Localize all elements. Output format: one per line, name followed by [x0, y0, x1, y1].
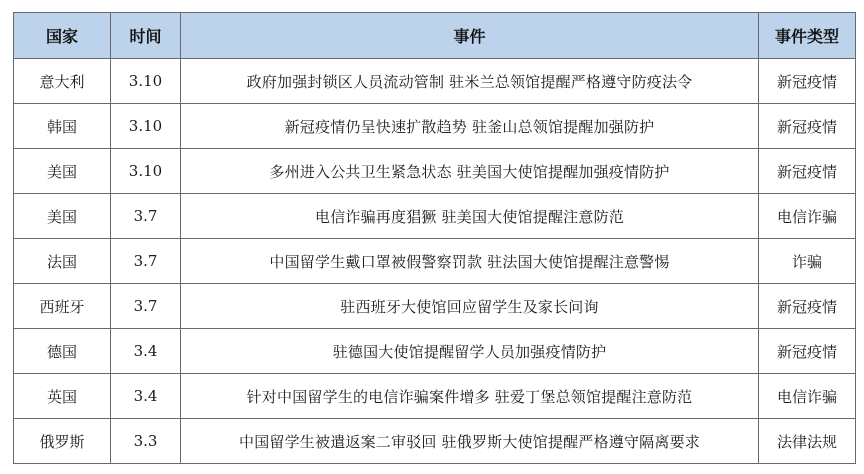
header-type: 事件类型 — [759, 13, 856, 59]
cell-country: 英国 — [14, 374, 111, 419]
cell-time: 3.3 — [111, 419, 181, 464]
cell-event: 驻德国大使馆提醒留学人员加强疫情防护 — [181, 329, 759, 374]
cell-time: 3.10 — [111, 59, 181, 104]
cell-event: 新冠疫情仍呈快速扩散趋势 驻釜山总领馆提醒加强防护 — [181, 104, 759, 149]
cell-type: 新冠疫情 — [759, 59, 856, 104]
header-country: 国家 — [14, 13, 111, 59]
cell-time: 3.7 — [111, 239, 181, 284]
table-row — [14, 59, 856, 104]
cell-event: 多州进入公共卫生紧急状态 驻美国大使馆提醒加强疫情防护 — [181, 149, 759, 194]
cell-country: 意大利 — [14, 59, 111, 104]
cell-country: 美国 — [14, 194, 111, 239]
cell-country: 法国 — [14, 239, 111, 284]
events-table-container — [13, 12, 855, 464]
header-time: 时间 — [111, 13, 181, 59]
cell-event: 驻西班牙大使馆回应留学生及家长问询 — [181, 284, 759, 329]
cell-event: 针对中国留学生的电信诈骗案件增多 驻爱丁堡总领馆提醒注意防范 — [181, 374, 759, 419]
table-row — [14, 284, 856, 329]
table-body — [14, 59, 856, 464]
header-row — [14, 13, 856, 59]
table-row — [14, 329, 856, 374]
cell-type: 新冠疫情 — [759, 104, 856, 149]
cell-country: 西班牙 — [14, 284, 111, 329]
cell-time: 3.4 — [111, 329, 181, 374]
table-row — [14, 104, 856, 149]
table-header — [14, 13, 856, 59]
cell-time: 3.10 — [111, 149, 181, 194]
table-row — [14, 374, 856, 419]
cell-type: 电信诈骗 — [759, 374, 856, 419]
cell-country: 俄罗斯 — [14, 419, 111, 464]
cell-event: 电信诈骗再度猖獗 驻美国大使馆提醒注意防范 — [181, 194, 759, 239]
cell-country: 韩国 — [14, 104, 111, 149]
cell-country: 德国 — [14, 329, 111, 374]
cell-time: 3.4 — [111, 374, 181, 419]
header-event: 事件 — [181, 13, 759, 59]
cell-type: 电信诈骗 — [759, 194, 856, 239]
table-row — [14, 194, 856, 239]
cell-country: 美国 — [14, 149, 111, 194]
table-row — [14, 149, 856, 194]
events-table — [13, 12, 856, 464]
table-row — [14, 239, 856, 284]
cell-time: 3.7 — [111, 194, 181, 239]
cell-type: 新冠疫情 — [759, 284, 856, 329]
cell-type: 新冠疫情 — [759, 329, 856, 374]
cell-time: 3.10 — [111, 104, 181, 149]
cell-event: 中国留学生被遣返案二审驳回 驻俄罗斯大使馆提醒严格遵守隔离要求 — [181, 419, 759, 464]
cell-time: 3.7 — [111, 284, 181, 329]
table-row — [14, 419, 856, 464]
cell-event: 中国留学生戴口罩被假警察罚款 驻法国大使馆提醒注意警惕 — [181, 239, 759, 284]
cell-type: 诈骗 — [759, 239, 856, 284]
cell-event: 政府加强封锁区人员流动管制 驻米兰总领馆提醒严格遵守防疫法令 — [181, 59, 759, 104]
cell-type: 法律法规 — [759, 419, 856, 464]
cell-type: 新冠疫情 — [759, 149, 856, 194]
